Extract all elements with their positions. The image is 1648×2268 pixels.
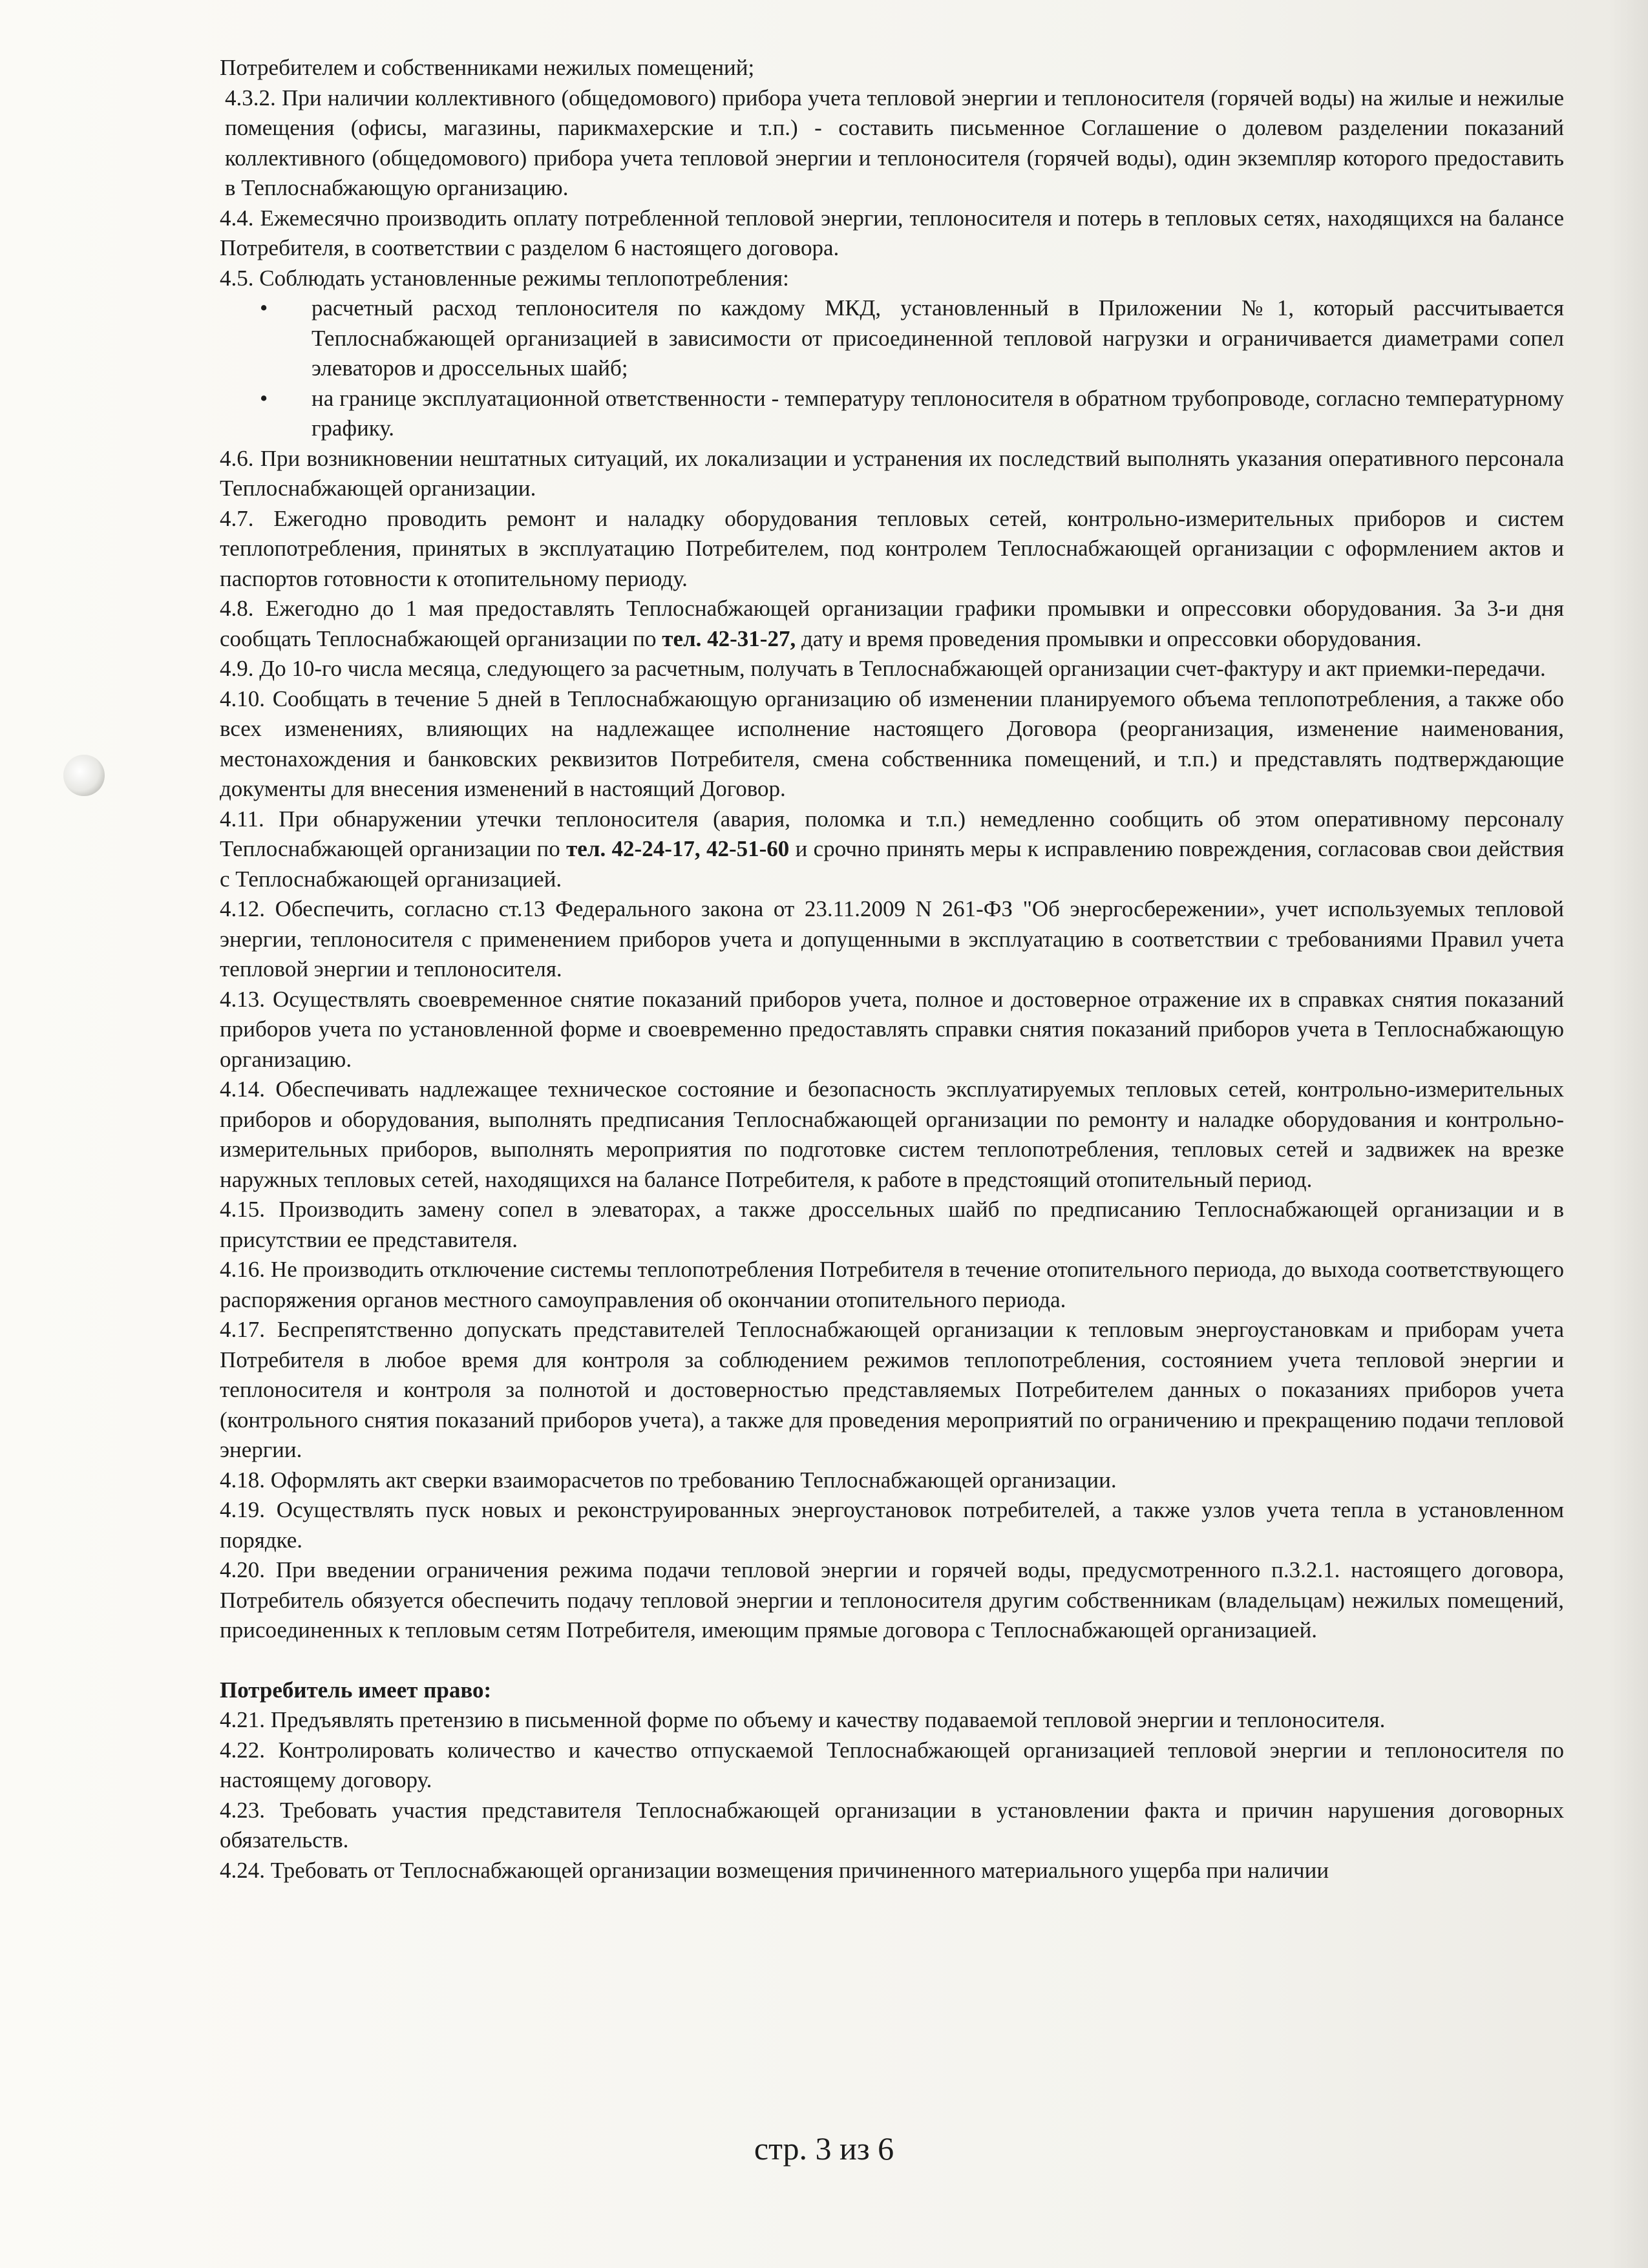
- list-item: [260, 293, 1564, 384]
- paragraph-4-9: 4.9. До 10-го числа месяца, следующего за расчетным, получать в Теплоснабжающей организации счет-фактуру и акт приемки-передачи.: [220, 656, 1546, 681]
- paragraph-4-19: 4.19. Осуществлять пуск новых и реконструированных энергоустановок потребителей, а также узлов учета тепла в установленном порядке.: [220, 1497, 1564, 1553]
- paragraph-4-20: 4.20. При введении ограничения режима подачи тепловой энергии и горячей воды, предусмотренного п.3.2.1. настоящего договора, Потребитель обязуется обеспечить подачу тепловой энергии и теплоносителя другим собственникам (владельцам) нежилых помещений, присоединенных к тепловым сетям Потребителя, имеющим прямые договора с Теплоснабжающей организацией.: [220, 1557, 1564, 1643]
- paragraph-intro: Потребителем и собственниками нежилых помещений;: [220, 55, 755, 80]
- punch-hole: [63, 755, 105, 796]
- phone-number: тел. 42-24-17, 42-51-60: [566, 836, 790, 861]
- paragraph-4-5: 4.5. Соблюдать установленные режимы теплопотребления:: [220, 265, 789, 291]
- bullet-marker: •: [260, 385, 268, 411]
- bullet-text: на границе эксплуатационной ответственности - температуру теплоносителя в обратном трубопроводе, согласно температурному графику.: [312, 385, 1564, 441]
- bullet-list: [220, 293, 1564, 444]
- paragraph-4-8: [220, 594, 1564, 654]
- paragraph-4-11: [220, 804, 1564, 895]
- paragraph-4-11-text: 4.11. При обнаружении утечки теплоносителя (авария, поломка и т.п.) немедленно сообщить об этом оперативному персоналу Теплоснабжающей организации по: [220, 806, 1564, 861]
- page-number: стр. 3 из 6: [754, 2130, 894, 2167]
- bullet-text: расчетный расход теплоносителя по каждому МКД, установленный в Приложении №1, который рассчитывается Теплоснабжающей организацией в зависимости от присоединенной тепловой нагрузки и ограничивается диаметрами сопел элеваторов и дроссельных шайб;: [312, 295, 1564, 381]
- paragraph-4-16: 4.16. Не производить отключение системы теплопотребления Потребителя в течение отопительного периода, до выхода соответствующего распоряжения органов местного самоуправления об окончании отопительного периода.: [220, 1257, 1564, 1312]
- document-body: [220, 53, 1564, 1885]
- paragraph-4-18: 4.18. Оформлять акт сверки взаиморасчетов по требованию Теплоснабжающей организации.: [220, 1467, 1117, 1493]
- paragraph-4-11-text-end: и срочно принять меры к исправлению повреждения, согласовав свои действия с Теплоснабжающей организацией.: [220, 836, 1564, 892]
- page-edge-shadow: [1609, 0, 1648, 2268]
- paragraph-4-17: 4.17. Беспрепятственно допускать представителей Теплоснабжающей организации к тепловым энергоустановкам и приборам учета Потребителя в любое время для контроля за соблюдением режимов теплопотребления, состоянием учета тепловой энергии и теплоносителя и контроля за полнотой и достоверностью представляемых Потребителем данных о показаниях приборов учета (контрольного снятия показаний приборов учета), а также для проведения мероприятий по ограничению и прекращению подачи тепловой энергии.: [220, 1317, 1564, 1462]
- paragraph-4-3-2: 4.3.2. При наличии коллективного (общедомового) прибора учета тепловой энергии и теплоносителя (горячей воды) на жилые и нежилые помещения (офисы, магазины, парикмахерские и т.п.) - составить письменное Соглашение о долевом разделении показаний коллективного (общедомового) прибора учета тепловой энергии и теплоносителя (горячей воды), один экземпляр которого предоставить в Теплоснабжающую организацию.: [225, 85, 1564, 200]
- paragraph-4-24: 4.24. Требовать от Теплоснабжающей организации возмещения причиненного материального ущерба при наличии: [220, 1857, 1329, 1883]
- paragraph-4-22: 4.22. Контролировать количество и качество отпускаемой Теплоснабжающей организацией тепловой энергии и теплоносителя по настоящему договору.: [220, 1737, 1564, 1792]
- paragraph-4-13: 4.13. Осуществлять своевременное снятие показаний приборов учета, полное и достоверное отражение их в справках снятия показаний приборов учета по установленной форме и своевременно предоставлять справки снятия показаний приборов учета в Теплоснабжающую организацию.: [220, 986, 1564, 1072]
- list-item: [260, 384, 1564, 444]
- section-heading-rights: Потребитель имеет право:: [220, 1677, 492, 1703]
- paragraph-4-8-text-end: дату и время проведения промывки и опрессовки оборудования.: [796, 625, 1422, 651]
- paragraph-4-6: 4.6. При возникновении нештатных ситуаций, их локализации и устранения их последствий выполнять указания оперативного персонала Теплоснабжающей организации.: [220, 445, 1564, 501]
- paragraph-4-15: 4.15. Производить замену сопел в элеваторах, а также дроссельных шайб по предписанию Теплоснабжающей организации и в присутствии ее представителя.: [220, 1197, 1564, 1252]
- bullet-marker: •: [260, 295, 268, 320]
- paragraph-4-4: 4.4. Ежемесячно производить оплату потребленной тепловой энергии, теплоносителя и потерь в тепловых сетях, находящихся на балансе Потребителя, в соответствии с разделом 6 настоящего договора.: [220, 205, 1564, 260]
- paragraph-4-10: 4.10. Сообщать в течение 5 дней в Теплоснабжающую организацию об изменении планируемого объема теплопотребления, а также обо всех изменениях, влияющих на надлежащее исполнение настоящего Договора (реорганизация, изменение наименования, местонахождения и банковских реквизитов Потребителя, смена собственника помещений, и т.п.) и представлять подтверждающие документы для внесения изменений в настоящий Договор.: [220, 686, 1564, 801]
- phone-number: тел. 42-31-27,: [662, 625, 796, 651]
- paragraph-4-14: 4.14. Обеспечивать надлежащее техническое состояние и безопасность эксплуатируемых тепловых сетей, контрольно-измерительных приборов и оборудования, выполнять предписания Теплоснабжающей организации по ремонту и наладке оборудования и контрольно-измерительных приборов, выполнять мероприятия по подготовке систем теплопотребления, тепловых сетей и задвижек на врезке наружных тепловых сетей, находящихся на балансе Потребителя, к работе в предстоящий отопительный период.: [220, 1076, 1564, 1192]
- paragraph-4-21: 4.21. Предъявлять претензию в письменной форме по объему и качеству подаваемой тепловой энергии и теплоносителя.: [220, 1707, 1386, 1732]
- paragraph-4-8-text: 4.8. Ежегодно до 1 мая предоставлять Теплоснабжающей организации графики промывки и опрессовки оборудования. За 3-и дня сообщать Теплоснабжающей организации по: [220, 596, 1564, 651]
- paragraph-4-7: 4.7. Ежегодно проводить ремонт и наладку оборудования тепловых сетей, контрольно-измерительных приборов и систем теплопотребления, принятых в эксплуатацию Потребителем, под контролем Теплоснабжающей организации с оформлением актов и паспортов готовности к отопительному периоду.: [220, 505, 1564, 591]
- paragraph-4-12: 4.12. Обеспечить, согласно ст.13 Федерального закона от 23.11.2009 N 261-ФЗ "Об энергосбережении», учет используемых тепловой энергии, теплоносителя с применением приборов учета и допущенными в эксплуатацию в соответствии с требованиями Правил учета тепловой энергии и теплоносителя.: [220, 896, 1564, 982]
- paragraph-4-23: 4.23. Требовать участия представителя Теплоснабжающей организации в установлении факта и причин нарушения договорных обязательств.: [220, 1797, 1564, 1853]
